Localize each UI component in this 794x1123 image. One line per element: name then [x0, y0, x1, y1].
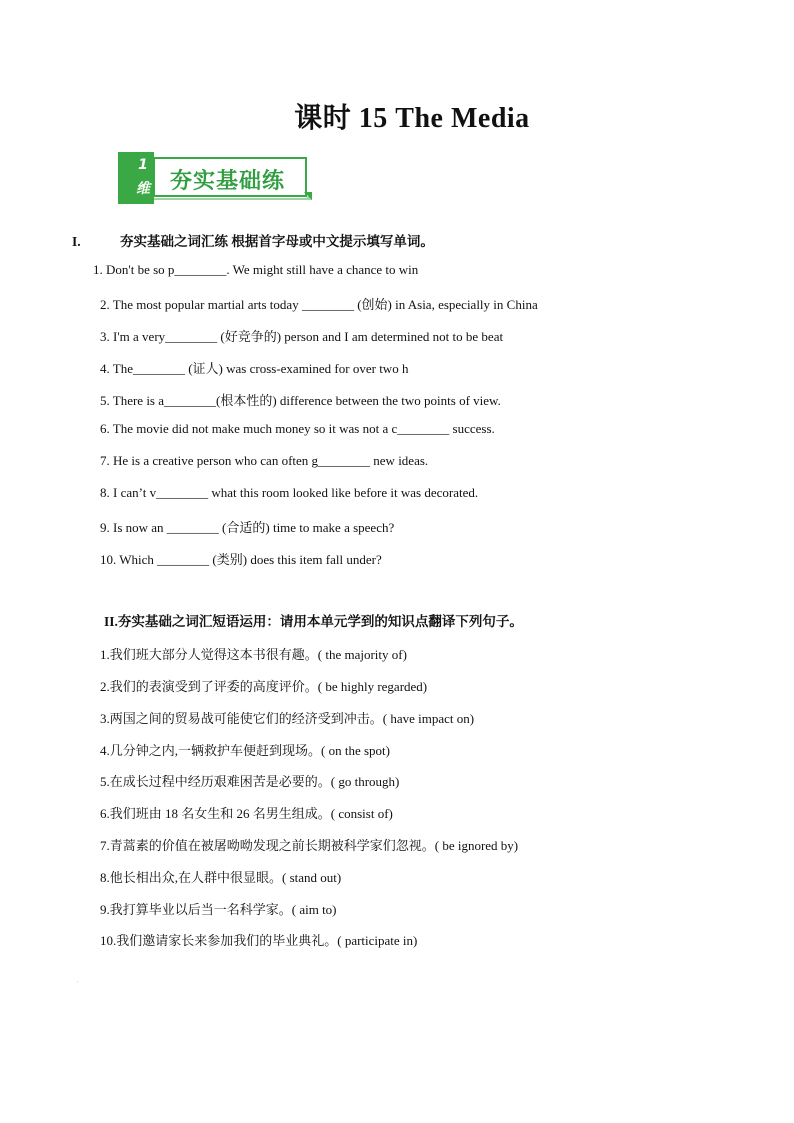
section1-heading-text: 夯实基础之词汇练 根据首字母或中文提示填写单词。 — [120, 234, 434, 249]
vocab-item: 9. Is now an ________ (合适的) time to make a speech? — [100, 520, 395, 535]
vocab-item: 2. The most popular martial arts today ________ (创始) in Asia, especially in China — [100, 297, 538, 312]
vocab-item: 7. He is a creative person who can often g________ new ideas. — [100, 453, 429, 468]
vocab-item: 8. I can’t v________ what this room looked like before it was decorated. — [100, 485, 479, 500]
translation-item: 6.我们班由 18 名女生和 26 名男生组成。( consist of) — [100, 806, 393, 821]
vocab-item: 10. Which ________ (类别) does this item fall under? — [100, 552, 382, 567]
stray-mark: · — [76, 978, 79, 987]
translation-item: 4.几分钟之内,一辆救护车便赶到现场。( on the spot) — [100, 743, 390, 758]
translation-item: 5.在成长过程中经历艰难困苦是必要的。( go through) — [100, 774, 400, 789]
section1-heading — [72, 230, 434, 250]
vocab-item: 4. The________ (证人) was cross-examined for over two h — [100, 361, 409, 376]
translation-item: 10.我们邀请家长来参加我们的毕业典礼。( participate in) — [100, 933, 418, 948]
translation-item: 1.我们班大部分人觉得这本书很有趣。( the majority of) — [100, 647, 407, 662]
translation-item: 2.我们的表演受到了评委的高度评价。( be highly regarded) — [100, 679, 428, 694]
section-banner — [118, 152, 314, 204]
translation-item: 7.青蒿素的价值在被屠呦呦发现之前长期被科学家们忽视。( be ignored by) — [100, 838, 519, 853]
banner-title: 夯实基础练 — [170, 169, 286, 194]
translation-item: 9.我打算毕业以后当一名科学家。( aim to) — [100, 902, 337, 917]
vocab-item: 6. The movie did not make much money so it was not a c________ success. — [100, 421, 495, 436]
banner-suffix: 维 — [136, 181, 150, 197]
section2-heading: II.夯实基础之词汇短语运用：请用本单元学到的知识点翻译下列句子。 — [104, 614, 523, 629]
vocab-item: 1. Don't be so p________. We might still have a chance to win — [93, 262, 419, 277]
translation-item: 3.两国之间的贸易战可能使它们的经济受到冲击。( have impact on) — [100, 711, 475, 726]
page-title: 课时 15 The Media — [294, 103, 530, 134]
section1-roman: I. — [72, 234, 81, 249]
vocab-item: 5. There is a________(根本性的) difference between the two points of view. — [100, 393, 501, 408]
vocab-item: 3. I'm a very________ (好竞争的) person and I am determined not to be beat — [100, 329, 504, 344]
banner-number: 1 — [138, 157, 148, 173]
translation-item: 8.他长相出众,在人群中很显眼。( stand out) — [100, 870, 342, 885]
